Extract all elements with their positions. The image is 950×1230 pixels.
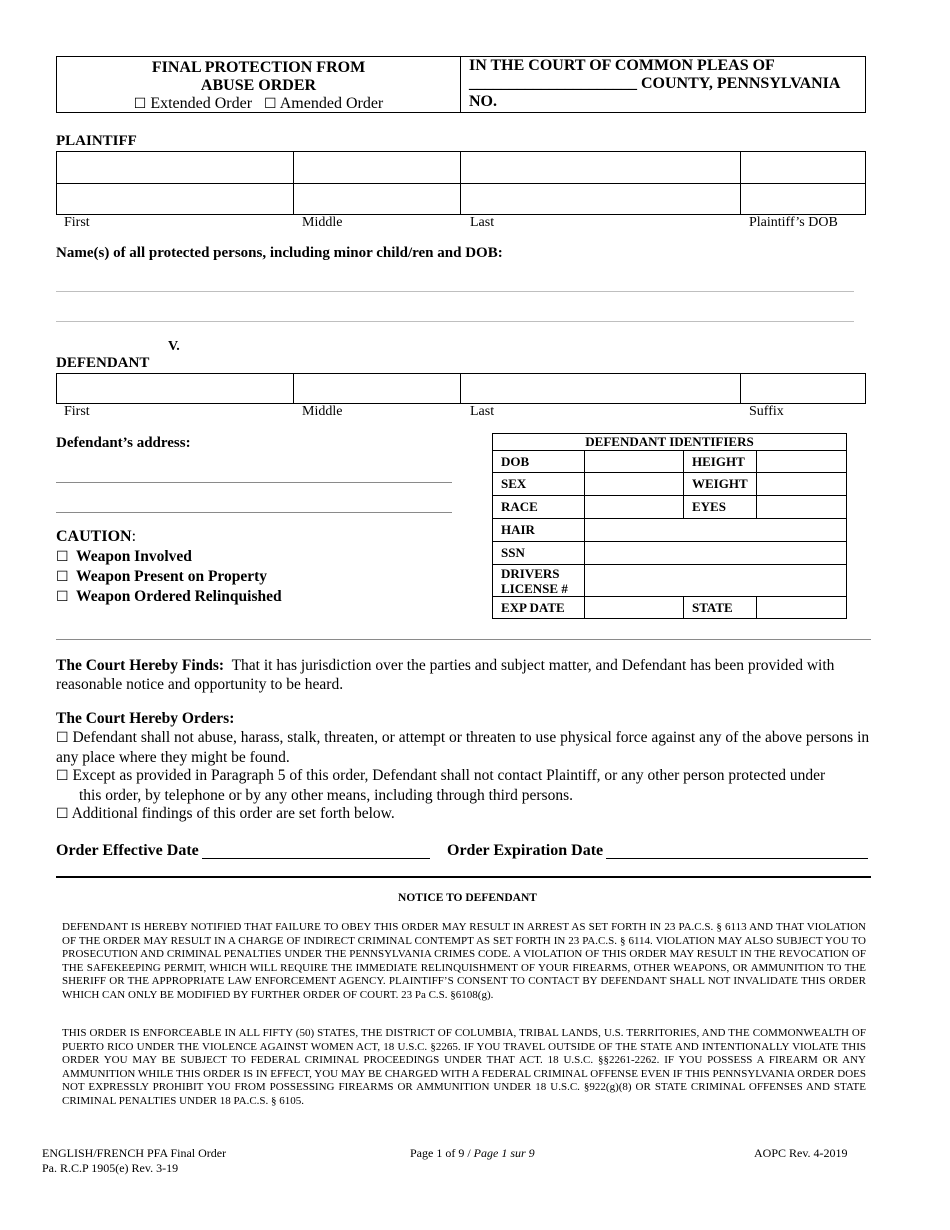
state-field[interactable] — [756, 597, 846, 619]
defendant-name-grid — [56, 373, 866, 404]
defendant-last-label: Last — [470, 404, 495, 419]
order-expiration-date-label: Order Expiration Date — [447, 842, 604, 859]
plaintiff-first-label: First — [64, 215, 90, 230]
defendant-last-field[interactable] — [461, 374, 741, 403]
order-title-line1: FINAL PROTECTION FROM — [151, 59, 366, 76]
court-block — [469, 57, 840, 111]
defendant-middle-label: Middle — [302, 404, 343, 419]
plaintiff-name-grid — [56, 151, 866, 215]
notice-divider — [56, 876, 871, 878]
caution-item — [56, 587, 282, 607]
docket-number-label[interactable]: NO. — [469, 93, 497, 110]
defendant-address-line-2[interactable] — [56, 512, 452, 513]
weapon-involved-checkbox[interactable]: ☐ — [56, 549, 69, 565]
weight-label: WEIGHT — [684, 473, 757, 496]
weight-field[interactable] — [756, 473, 846, 496]
ssn-field[interactable] — [585, 542, 847, 565]
dob-field[interactable] — [585, 451, 684, 473]
court-line1: IN THE COURT OF COMMON PLEAS OF — [469, 57, 775, 74]
plaintiff-dob-label: Plaintiff’s DOB — [749, 215, 838, 230]
weapon-involved-label: Weapon Involved — [76, 548, 192, 565]
plaintiff-last-label: Last — [470, 215, 495, 230]
defendant-heading: DEFENDANT — [56, 355, 150, 371]
grid-divider — [57, 183, 865, 184]
order-item-2 — [56, 766, 886, 805]
order-effective-date-field[interactable] — [202, 858, 430, 859]
protected-persons-heading: Name(s) of all protected persons, including minor child/ren and DOB: — [56, 245, 503, 261]
drivers-label-line2: LICENSE # — [501, 580, 568, 596]
page-number-french: Page 1 sur 9 — [473, 1146, 535, 1160]
exp-date-label: EXP DATE — [493, 597, 585, 619]
extended-order-checkbox[interactable]: ☐ — [133, 96, 147, 112]
order-item-3-text: Additional findings of this order are set forth below. — [71, 805, 395, 822]
amended-order-label: Amended Order — [279, 95, 384, 112]
caption-box — [56, 56, 866, 113]
order-item-2-text-line1: Except as provided in Paragraph 5 of this order, Defendant shall not contact Plaintiff, or any other person protected under — [72, 767, 826, 784]
weapon-relinquished-label: Weapon Ordered Relinquished — [76, 588, 282, 605]
ssn-label: SSN — [493, 542, 585, 565]
defendant-suffix-label: Suffix — [749, 404, 784, 419]
plaintiff-middle-label: Middle — [302, 215, 343, 230]
order-item-2-text-line2: this order, by telephone or by any other means, including through third persons. — [79, 787, 573, 804]
caution-heading: CAUTION: — [56, 528, 137, 545]
race-label: RACE — [493, 496, 585, 519]
height-field[interactable] — [756, 451, 846, 473]
order-item-1-checkbox[interactable]: ☐ — [56, 730, 69, 746]
state-label: STATE — [684, 597, 757, 619]
caution-heading-text: CAUTION — [56, 528, 132, 545]
order-expiration-date-field[interactable] — [606, 858, 868, 859]
caution-list — [56, 547, 282, 607]
defendant-address-line-1[interactable] — [56, 482, 452, 483]
eyes-label: EYES — [684, 496, 757, 519]
extended-order-label: Extended Order — [150, 95, 253, 112]
protected-persons-line-1[interactable] — [56, 291, 854, 292]
court-findings — [56, 656, 876, 694]
race-field[interactable] — [585, 496, 684, 519]
findings-text: That it has jurisdiction over the parties and subject matter, and Defendant has been provided with reasonable notice and opportunity to be heard. — [56, 657, 835, 693]
drivers-license-label — [493, 565, 585, 597]
page-number-english: Page 1 of 9 / — [410, 1146, 474, 1160]
protected-persons-line-2[interactable] — [56, 321, 854, 322]
dob-label: DOB — [493, 451, 585, 473]
drivers-label-line1: DRIVERS — [501, 565, 560, 581]
footer-revision: AOPC Rev. 4-2019 — [754, 1146, 848, 1160]
section-divider — [56, 639, 871, 640]
sex-label: SEX — [493, 473, 585, 496]
order-item-2-checkbox[interactable]: ☐ — [56, 768, 69, 784]
orders-heading: The Court Hereby Orders: — [56, 710, 235, 727]
order-title-block — [57, 57, 461, 112]
notice-heading: NOTICE TO DEFENDANT — [398, 892, 537, 904]
eyes-field[interactable] — [756, 496, 846, 519]
defendant-first-field[interactable] — [57, 374, 294, 403]
height-label: HEIGHT — [684, 451, 757, 473]
defendant-first-label: First — [64, 404, 90, 419]
defendant-identifiers-table — [492, 433, 847, 619]
findings-lead: The Court Hereby Finds: — [56, 657, 225, 674]
hair-field[interactable] — [585, 519, 847, 542]
weapon-present-label: Weapon Present on Property — [76, 568, 268, 585]
footer-form-id — [42, 1146, 226, 1176]
defendant-address-label: Defendant’s address: — [56, 435, 191, 451]
order-item-3 — [56, 804, 395, 824]
weapon-present-checkbox[interactable]: ☐ — [56, 569, 69, 585]
court-county-line[interactable]: _____________________ COUNTY, PENNSYLVANIA — [469, 75, 841, 92]
order-effective-date-label: Order Effective Date — [56, 842, 199, 859]
hair-label: HAIR — [493, 519, 585, 542]
identifiers-title: DEFENDANT IDENTIFIERS — [493, 434, 847, 451]
order-item-1 — [56, 728, 881, 767]
order-item-1-text: Defendant shall not abuse, harass, stalk, threaten, or attempt or threaten to use physical force against any of the above persons in any place where they might be found. — [56, 729, 870, 766]
order-item-3-checkbox[interactable]: ☐ — [56, 806, 69, 822]
footer-form-name: ENGLISH/FRENCH PFA Final Order — [42, 1146, 227, 1160]
footer-rule-ref: Pa. R.C.P 1905(e) Rev. 3-19 — [42, 1161, 179, 1175]
notice-paragraph-2: THIS ORDER IS ENFORCEABLE IN ALL FIFTY (50) STATES, THE DISTRICT OF COLUMBIA, TRIBAL LANDS, U.S. TERRITORIES, AND THE COMMONWEALTH OF PUERTO RICO UNDER THE VIOLENCE AGAINST WOMEN ACT, 18 U.S.C. §2265. IF YOU TRAVEL OUTSIDE OF THE STATE AND INTENTIONALLY VIOLATE THIS ORDER YOU MAY BE SUBJECT TO FEDERAL CRIMINAL PROCEEDINGS UNDER THAT ACT. 18 U.S.C. §§2261-2262. IF YOU POSSESS A FIREARM OR ANY AMMUNITION WHILE THIS ORDER IS IN EFFECT, YOU MAY BE CHARGED WITH A FEDERAL CRIMINAL OFFENSE EVEN IF THIS PENNSYLVANIA ORDER DOES NOT EXPRESSLY PROHIBIT YOU FROM POSSESSING FIREARMS OR AMMUNITION UNDER 18 U.S.C. §922(g)(8) OR STATE CRIMINAL OFFENSES AND STATE CRIMINAL PENALTIES UNDER 18 PA.C.S. § 6105. — [62, 1027, 866, 1107]
defendant-middle-field[interactable] — [294, 374, 461, 403]
notice-paragraph-1: DEFENDANT IS HEREBY NOTIFIED THAT FAILURE TO OBEY THIS ORDER MAY RESULT IN ARREST AS SET FORTH IN 23 PA.C.S. § 6113 AND THAT VIOLATION OF THE ORDER MAY RESULT IN A CHARGE OF INDIRECT CRIMINAL CONTEMPT AS SET FORTH IN 23 PA.C.S. § 6114. VIOLATION MAY ALSO SUBJECT YOU TO PROSECUTION AND CRIMINAL PENALTIES UNDER THE PENNSYLVANIA CRIMES CODE. A VIOLATION OF THIS ORDER MAY RESULT IN THE REVOCATION OF THE SAFEKEEPING PERMIT, WHICH WILL REQUIRE THE IMMEDIATE RELINQUISHMENT OF YOUR FIREARMS, OTHER WEAPONS, OR AMMUNITION TO THE SHERIFF OR THE APPROPRIATE LAW ENFORCEMENT AGENCY. PLAINTIFF’S CONSENT TO CONTACT BY DEFENDANT SHALL NOT INVALIDATE THIS ORDER WHICH CAN ONLY BE MODIFIED BY FURTHER ORDER OF COURT. 23 Pa C.S. §6108(g). — [62, 921, 866, 1001]
drivers-license-field[interactable] — [585, 565, 847, 597]
amended-order-checkbox[interactable]: ☐ — [264, 96, 277, 112]
weapon-relinquished-checkbox[interactable]: ☐ — [56, 589, 69, 605]
footer-page-number — [410, 1146, 535, 1161]
caution-item — [56, 567, 282, 587]
exp-date-field[interactable] — [585, 597, 684, 619]
sex-field[interactable] — [585, 473, 684, 496]
caution-item — [56, 547, 282, 567]
plaintiff-heading: PLAINTIFF — [56, 133, 137, 149]
versus-label: V. — [168, 339, 180, 354]
order-title-line2: ABUSE ORDER — [200, 77, 317, 94]
